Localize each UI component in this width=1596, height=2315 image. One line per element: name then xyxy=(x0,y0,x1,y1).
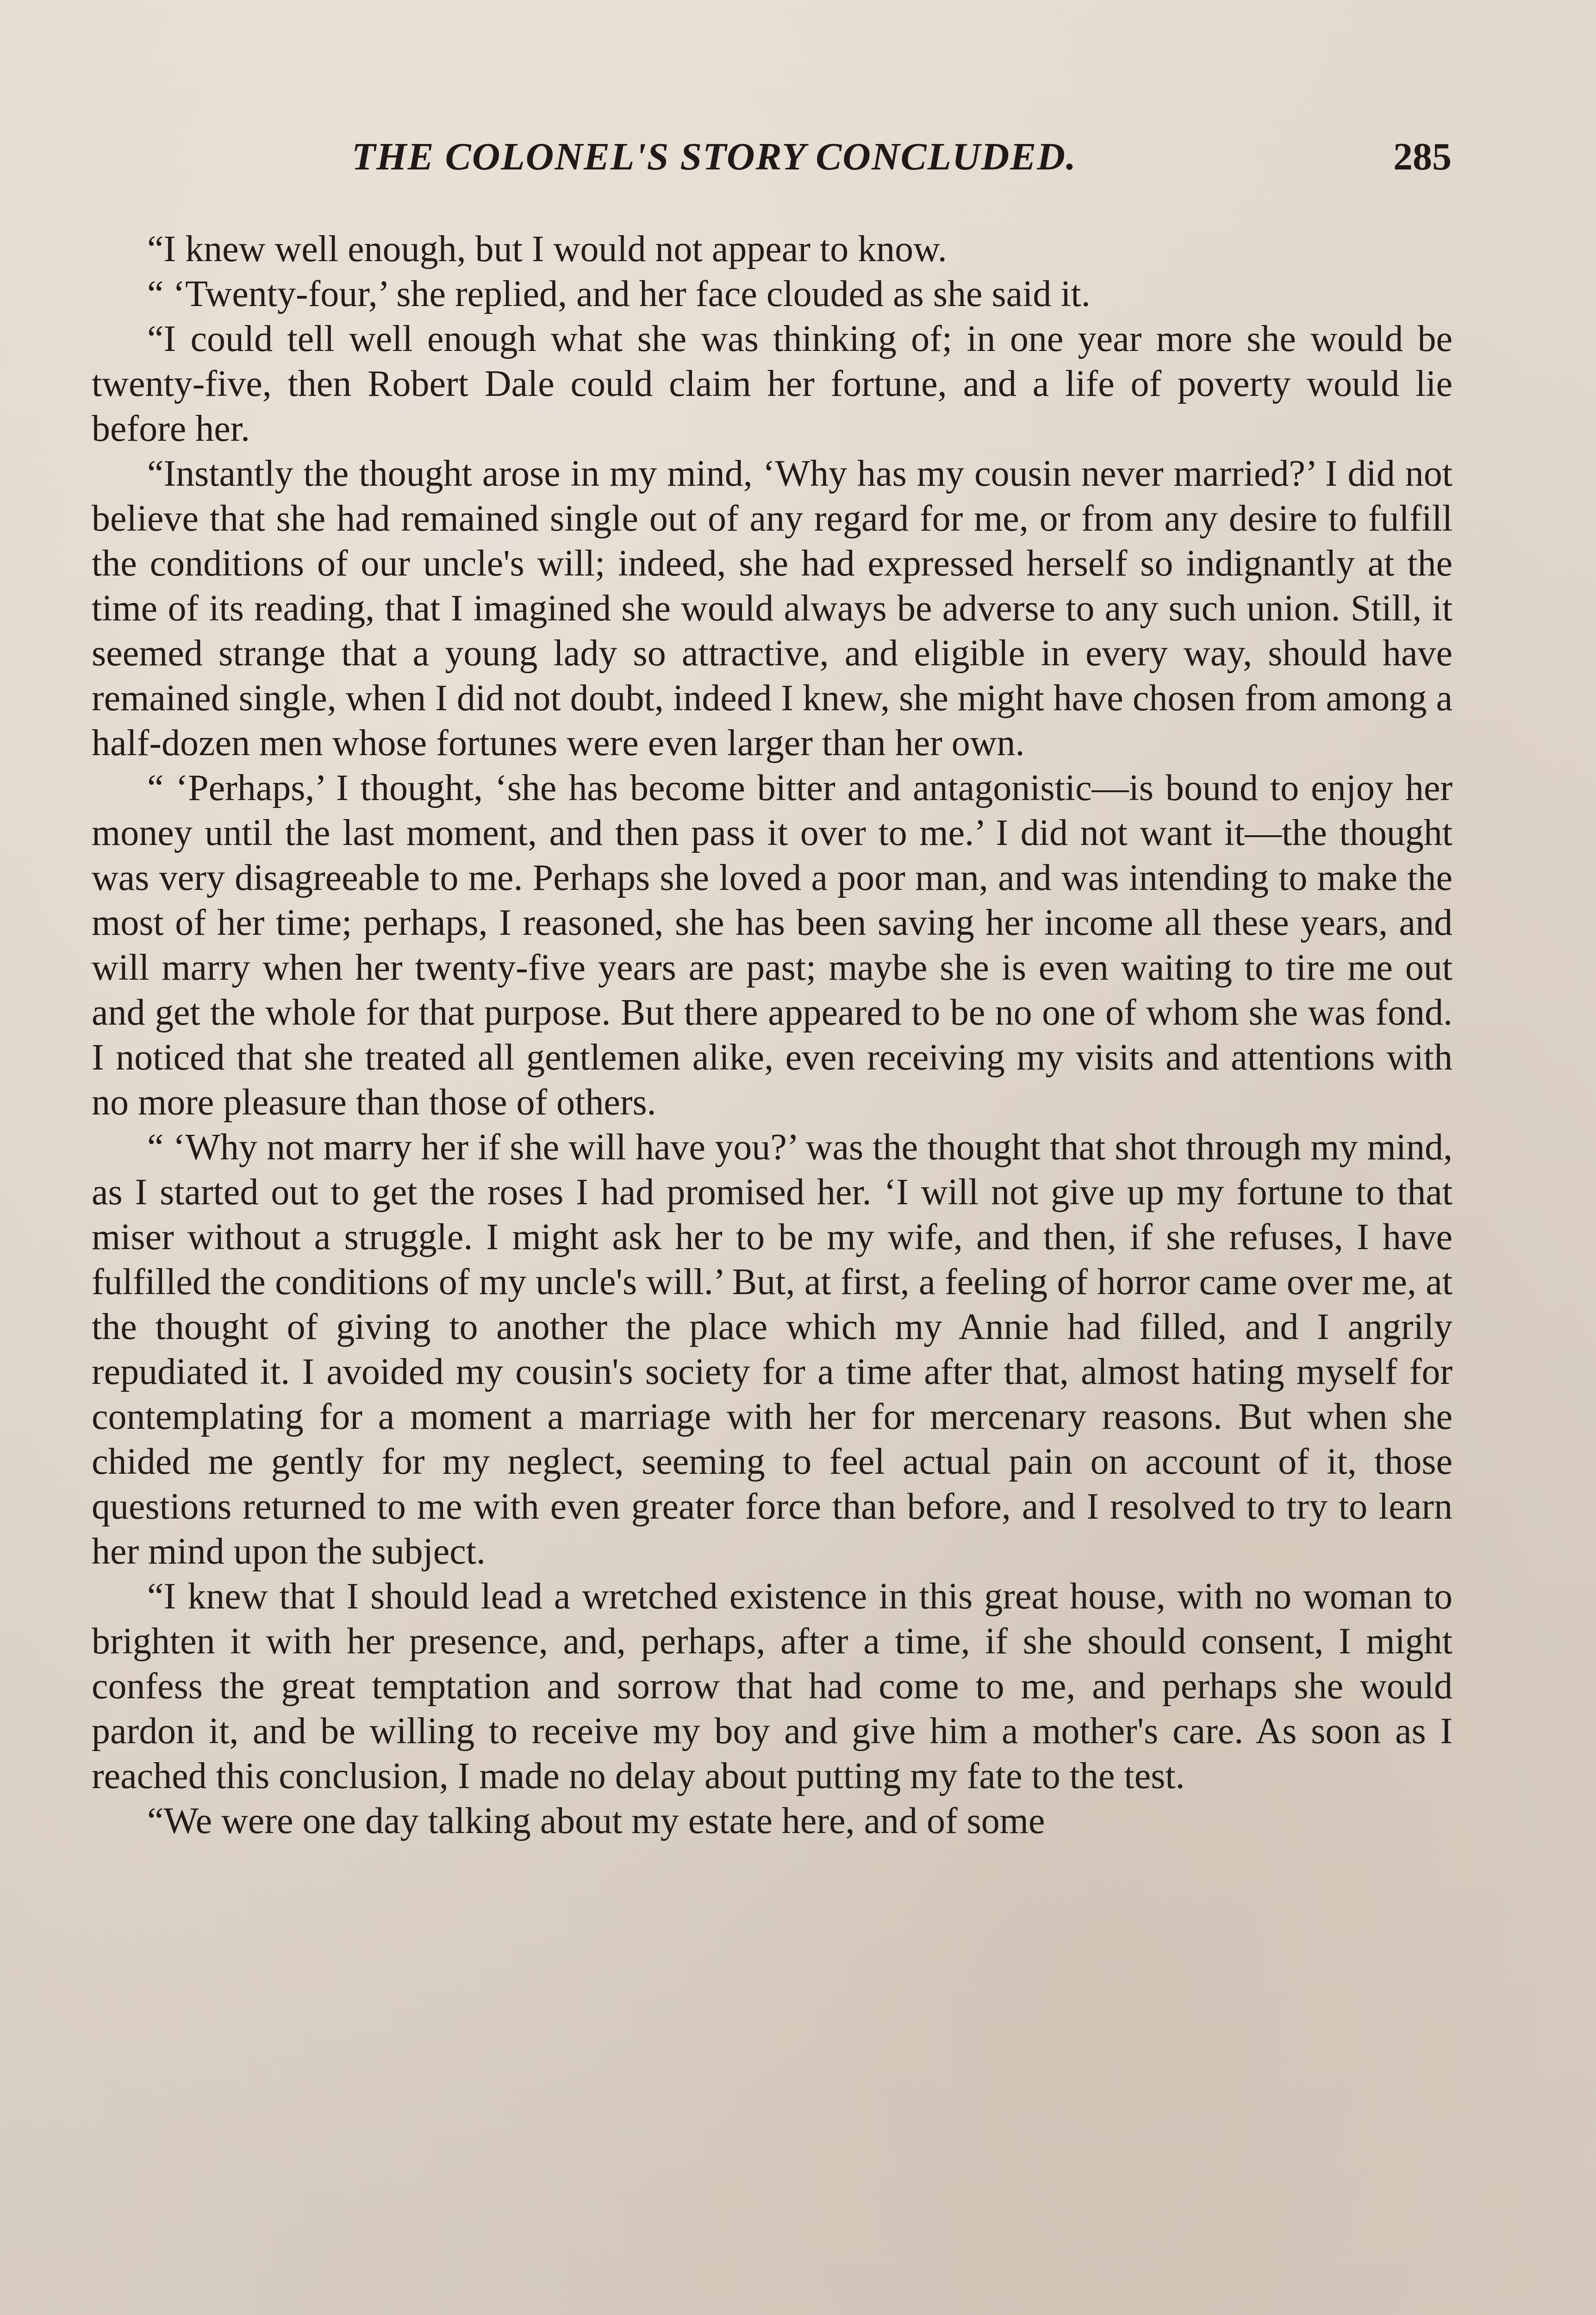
running-head-title: THE COLONEL'S STORY CONCLUDED. xyxy=(352,135,1077,178)
body-text xyxy=(92,227,1453,1844)
paragraph: “I could tell well enough what she was thinking of; in one year more she would be twenty-five, then Robert Dale could claim her fortune, and a life of poverty would lie before her. xyxy=(92,319,1453,449)
page-number: 285 xyxy=(1393,135,1452,178)
paragraph: “Instantly the thought arose in my mind, ‘Why has my cousin never married?’ I did not believe that she had remained single out of any regard for me, or from any desire to fulfill the conditions of our uncle's will; indeed, she had expressed herself so indignantly at the time of its reading, that I imagined she would always be adverse to any such union. Still, it seemed strange that a young lady so attractive, and eligible in every way, should have remained single, when I did not doubt, indeed I knew, she might have chosen from among a half-dozen men whose fortunes were even larger than her own. xyxy=(92,453,1453,763)
paragraph: “ ‘Why not marry her if she will have you?’ was the thought that shot through my mind, as I started out to get the roses I had promised her. ‘I will not give up my fortune to that miser without a struggle. I might ask her to be my wife, and then, if she refuses, I have fulfilled the conditions of my uncle's will.’ But, at first, a feeling of horror came over me, at the thought of giving to another the place which my Annie had filled, and I angrily repudiated it. I avoided my cousin's society for a time after that, almost hating myself for contemplating for a moment a marriage with her for mercenary reasons. But when she chided me gently for my neglect, seeming to feel actual pain on account of it, those questions returned to me with even greater force than before, and I resolved to try to learn her mind upon the subject. xyxy=(92,1127,1453,1572)
paragraph: “I knew that I should lead a wretched existence in this great house, with no woman to brighten it with her presence, and, perhaps, after a time, if she should consent, I might confess the great temptation and sorrow that had come to me, and perhaps she would pardon it, and be willing to receive my boy and give him a mother's care. As soon as I reached this conclusion, I made no delay about putting my fate to the test. xyxy=(92,1576,1453,1796)
paragraph: “ ‘Perhaps,’ I thought, ‘she has become bitter and antagonistic—is bound to enjoy her money until the last moment, and then pass it over to me.’ I did not want it—the thought was very disagreeable to me. Perhaps she loved a poor man, and was intending to make the most of her time; perhaps, I reasoned, she has been saving her income all these years, and will marry when her twenty-five years are past; maybe she is even waiting to tire me out and get the whole for that purpose. But there appeared to be no one of whom she was fond. I noticed that she treated all gentlemen alike, even receiving my visits and attentions with no more pleasure than those of others. xyxy=(92,768,1453,1123)
paragraph: “ ‘Twenty-four,’ she replied, and her face clouded as she said it. xyxy=(147,274,1091,314)
paragraph-continued: “We were one day talking about my estate here, and of some xyxy=(147,1801,1045,1841)
paragraph: “I knew well enough, but I would not appear to know. xyxy=(147,229,947,269)
